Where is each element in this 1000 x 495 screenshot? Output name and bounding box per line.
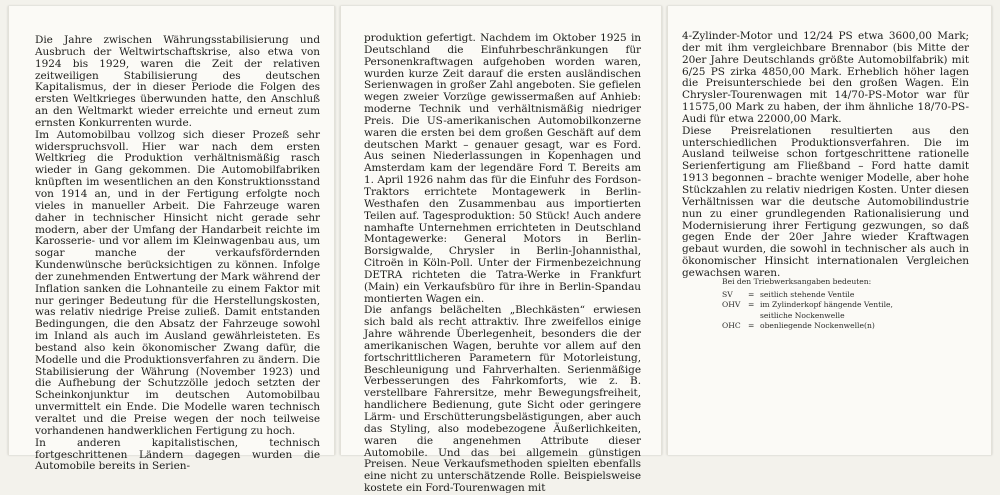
legend-row	[722, 311, 893, 322]
legend-text: seitliche Nockenwelle	[760, 310, 845, 320]
paragraph: Im Automobilbau vollzog sich dieser Prozeß sehr widerspruchsvoll. Hier war nach dem ersten Weltkrieg die Produktion verhältnismäßig rasch wieder in Gang gekommen. Die Automobilfabriken knüpften im wesentlichen an den Konstruktionsstand von 1914 an, und in der Fertigung erfolgte noch vieles in manueller Arbeit. Die Fahrzeuge waren daher in technischer Hinsicht nicht gerade sehr modern, aber der Umfang der Handarbeit reichte im Karosserie- und vor allem im Kleinwagenbau aus, um sogar manche der verkaufsfördernden Kundenwünsche berücksichtigen zu können. Infolge der zunehmenden Entwertung der Mark während der Inflation sanken die Lohnanteile zu einem Faktor mit nur geringer Bedeutung für die Herstellungskosten, was relativ niedrige Preise zuließ. Damit entstanden Bedingungen, die den Absatz der Fahrzeuge sowohl im Inland als auch im Ausland gewährleisteten. Es bestand also kein ökonomischer Zwang dafür, die Modelle und die Produktionsverfahren zu ändern. Die Stabilisierung der Währung (November 1923) und die Aufhebung der Schutzzölle jedoch setzten der Scheinkonjunktur im deutschen Automobilbau unvermittelt ein Ende. Die Modelle waren technisch veraltet und die Preise wegen der noch teilweise vorhandenen handwerklichen Fertigung zu hoch.	[35, 128, 320, 437]
paragraph: In anderen kapitalistischen, technisch fortgeschrittenen Ländern dagegen wurden die Automobile bereits in Serien-	[35, 436, 320, 473]
paragraph: Diese Preisrelationen resultierten aus den unterschiedlichen Produktionsverfahren. Die im Ausland teilweise schon fortgeschrittene rationelle Serienfertigung am Fließband – Ford hatte damit 1913 begonnen – brachte weniger Modelle, aber hohe Stückzahlen zu relativ niedrigen Kosten. Unter diesen Verhältnissen war die deutsche Automobilindustrie nun zu einer grundlegenden Rationalisierung und Modernisierung ihrer Fertigung gezwungen, so daß gegen Ende der 20er Jahre wieder Kraftwagen gebaut wurden, die sowohl in technischer als auch in ökonomischer Hinsicht internationalen Vergleichen gewachsen waren.	[682, 124, 969, 279]
legend-abbr: SV	[722, 289, 733, 299]
legend-row	[722, 290, 893, 301]
legend-row	[722, 300, 893, 311]
legend-abbr	[722, 311, 748, 322]
text-column-right	[682, 31, 969, 280]
legend-eq: =	[748, 300, 755, 310]
text-column-middle	[364, 33, 641, 495]
legend-title: Bei den Triebwerksangaben bedeuten:	[722, 277, 872, 286]
legend-row	[722, 321, 893, 332]
legend-eq	[748, 311, 760, 322]
paragraph: produktion gefertigt. Nachdem im Oktober 1925 in Deutschland die Einfuhrbeschränkungen für Personenkraftwagen aufgehoben worden waren, wurden kurze Zeit darauf die ersten ausländischen Serienwagen in großer Zahl angeboten. Sie gefielen wegen zweier Vorzüge gewissermaßen auf Anhieb: moderne Technik und verhältnismäßig niedriger Preis. Die US-amerikanischen Automobilkonzerne waren die ersten bei dem großen Geschäft auf dem deutschen Markt – genauer gesagt, war es Ford. Aus seinen Niederlassungen in Kopenhagen und Amsterdam kam der legendäre Ford T. Bereits am 1. April 1926 nahm das für die Einfuhr des Fordson-Traktors errichtete Montagewerk in Berlin-Westhafen den Zusammenbau aus importierten Teilen auf. Tagesproduktion: 50 Stück! Auch andere namhafte Unternehmen errichteten in Deutschland Montagewerke: General Motors in Berlin-Borsigwalde, Chrysler in Berlin-Johannisthal, Citroën in Köln-Poll. Unter der Firmenbezeichnung DETRA richteten die Tatra-Werke in Frankfurt (Main) ein Verkaufsbüro für ihre in Berlin-Spandau montierten Wagen ein.	[364, 32, 641, 305]
legend-table	[722, 290, 893, 332]
legend-text: seitlich stehende Ventile	[760, 289, 855, 299]
paragraph: Die Jahre zwischen Währungsstabilisierung und Ausbruch der Weltwirtschaftskrise, also etwa von 1924 bis 1929, waren die Zeit der relativen zeitweiligen Stabilisierung des deutschen Kapitalismus, der in dieser Periode die Folgen des ersten Weltkrieges überwunden hatte, den Anschluß an den Weltmarkt wieder erreichte und erneut zum ernsten Konkurrenten wurde.	[35, 34, 320, 129]
paragraph: 4-Zylinder-Motor und 12/24 PS etwa 3600,00 Mark; der mit ihm vergleichbare Brennabor (bis Mitte der 20er Jahre Deutschlands größte Automobilfabrik) mit 6/25 PS zirka 4850,00 Mark. Erheblich höher lagen die Preisunterschiede bei den großen Wagen. Ein Chrysler-Tourenwagen mit 14/70-PS-Motor war für 11575,00 Mark zu haben, der ihm ähnliche 18/70-PS-Audi für etwa 22000,00 Mark.	[682, 30, 969, 125]
legend-eq: =	[748, 289, 755, 299]
page-panel-right	[667, 6, 992, 455]
engine-abbreviation-legend	[722, 277, 893, 332]
legend-abbr: OHV	[722, 300, 741, 310]
page-panel-middle	[340, 6, 662, 495]
legend-eq: =	[748, 321, 755, 331]
legend-abbr: OHC	[722, 321, 741, 331]
legend-text: obenliegende Nockenwelle(n)	[760, 321, 875, 331]
page-panel-left	[8, 6, 335, 473]
paragraph: Die anfangs belächelten „Blechkästen“ erwiesen sich bald als recht attraktiv. Ihre zweifellos einige Jahre währende Überlegenheit, besonders die der amerikanischen Wagen, beruhte vor allem auf den fortschrittlicheren Parametern für Motorleistung, Beschleunigung und Fahrverhalten. Serienmäßige Verbesserungen des Fahrkomforts, wie z. B. verstellbare Fahrersitze, mehr Bewegungsfreiheit, handlichere Bedienung, gute Sicht oder geringere Lärm- und Erschütterungsbelästigungen, aber auch das Styling, also modebezogene Äußerlichkeiten, waren die angenehmen Attribute dieser Automobile. Und das bei allgemein günstigen Preisen. Neue Verkaufsmethoden spielten ebenfalls eine nicht zu unterschätzende Rolle. Beispielsweise kostete ein Ford-Tourenwagen mit	[364, 304, 641, 495]
legend-text: im Zylinderkopf hängende Ventile,	[760, 300, 893, 310]
text-column-left	[35, 35, 320, 473]
